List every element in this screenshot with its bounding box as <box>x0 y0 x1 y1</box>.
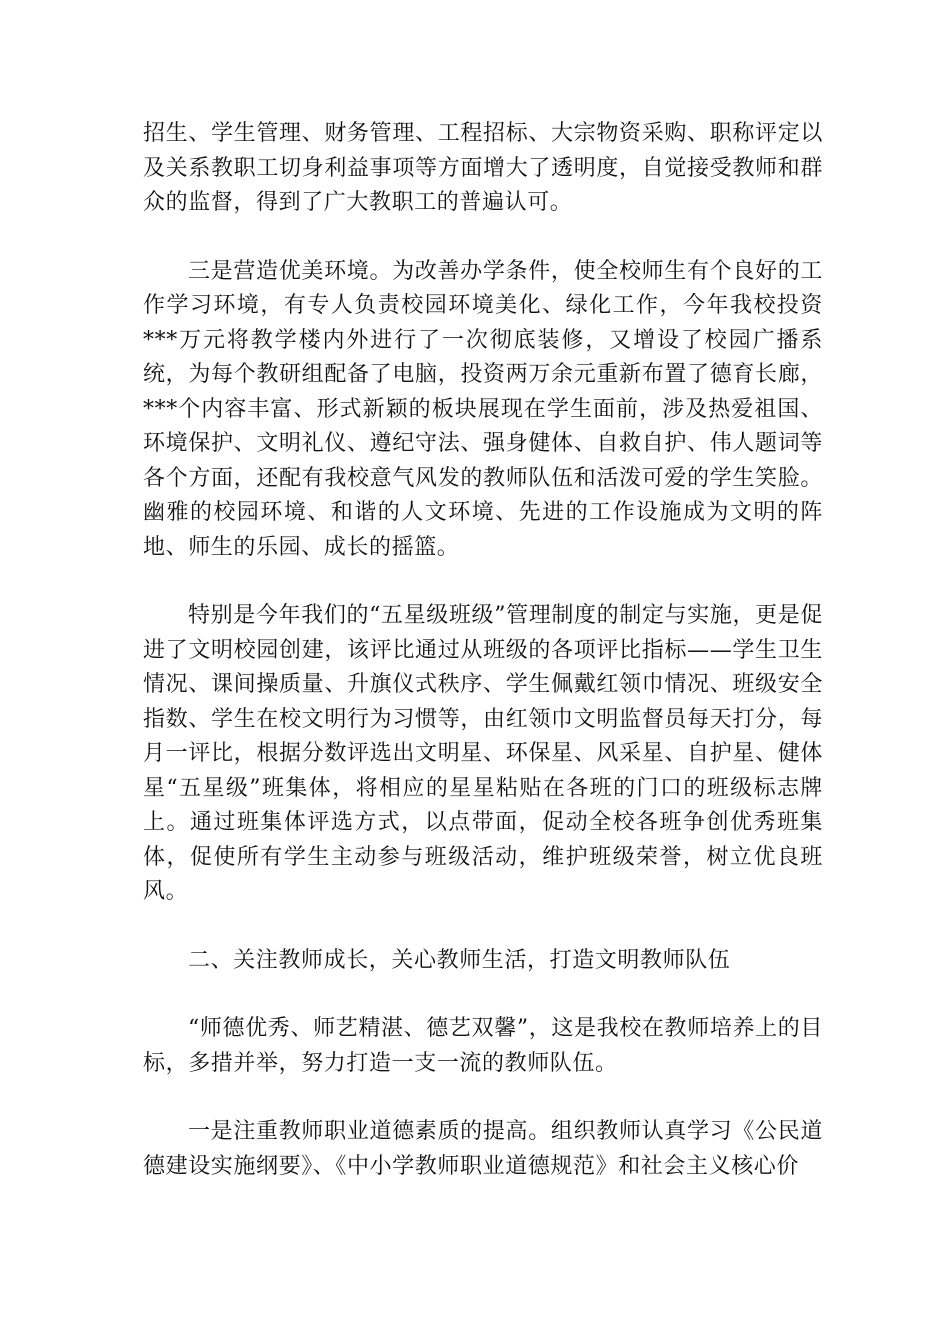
paragraph-environment: 三是营造优美环境。为改善办学条件，使全校师生有个良好的工作学习环境，有专人负责校园环境美化、绿化工作，今年我校投资***万元将教学楼内外进行了一次彻底装修，又增设了校园广播系统，为每个教研组配备了电脑，投资两万余元重新布置了德育长廊，***个内容丰富、形式新颖的板块展现在学生面前，涉及热爱祖国、环境保护、文明礼仪、遵纪守法、强身健体、自救自护、伟人题词等各个方面，还配有我校意气风发的教师队伍和活泼可爱的学生笑脸。幽雅的校园环境、和谐的人文环境、先进的工作设施成为文明的阵地、师生的乐园、成长的摇篮。 <box>143 258 823 560</box>
paragraph-five-star-class: 特别是今年我们的“五星级班级”管理制度的制定与实施，更是促进了文明校园创建，该评比通过从班级的各项评比指标——学生卫生情况、课间操质量、升旗仪式秩序、学生佩戴红领巾情况、班级安全指数、学生在校文明行为习惯等，由红领巾文明监督员每天打分，每月一评比，根据分数评选出文明星、环保星、风采星、自护星、健体星“五星级”班集体，将相应的星星粘贴在各班的门口的班级标志牌上。通过班集体评选方式，以点带面，促动全校各班争创优秀班集体，促使所有学生主动参与班级活动，维护班级荣誉，树立优良班风。 <box>143 603 823 904</box>
paragraph-teacher-goal: “师德优秀、师艺精湛、德艺双馨”，这是我校在教师培养上的目标，多措并举，努力打造一支一流的教师队伍。 <box>143 1016 823 1076</box>
paragraph-transparency: 招生、学生管理、财务管理、工程招标、大宗物资采购、职称评定以及关系教职工切身利益事项等方面增大了透明度，自觉接受教师和群众的监督，得到了广大教职工的普遍认可。 <box>143 121 823 215</box>
section-heading-teachers: 二、关注教师成长，关心教师生活，打造文明教师队伍 <box>188 947 731 973</box>
paragraph-teacher-ethics: 一是注重教师职业道德素质的提高。组织教师认真学习《公民道德建设实施纲要》、《中小学教师职业道德规范》和社会主义核心价 <box>143 1119 823 1179</box>
document-body <box>143 117 823 1218</box>
